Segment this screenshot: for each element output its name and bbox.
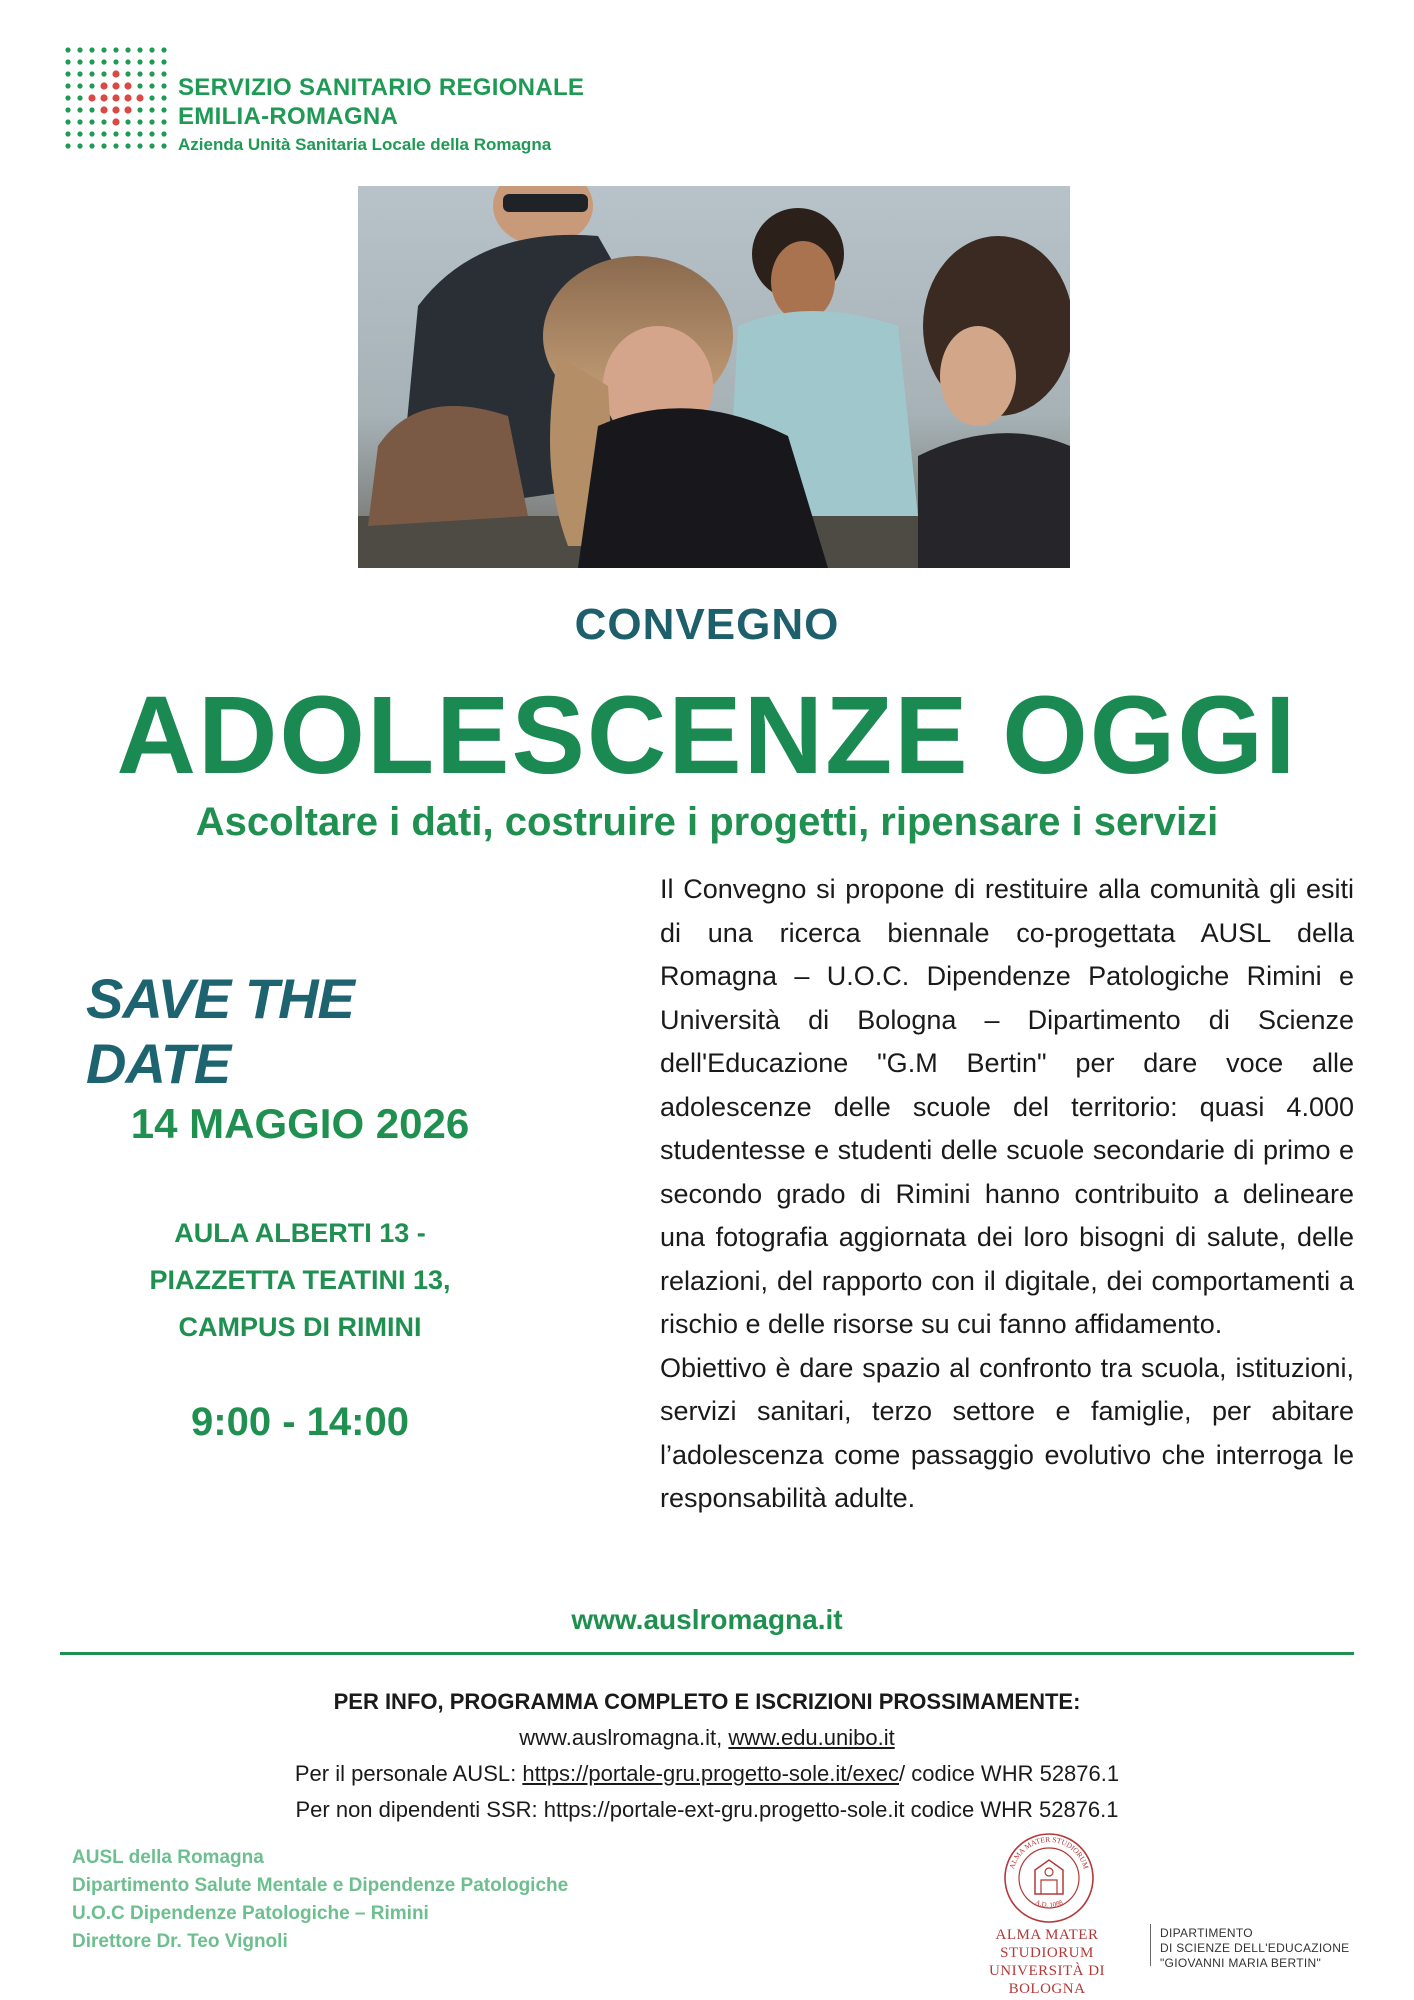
- unibo-separator: [1150, 1924, 1151, 1966]
- logo-dot: [77, 107, 82, 112]
- logo-dot: [113, 143, 118, 148]
- event-date: 14 MAGGIO 2026: [130, 1100, 470, 1147]
- logo-dot: [77, 95, 82, 100]
- event-description: [660, 868, 1354, 1521]
- logo-dot: [112, 82, 119, 89]
- logo-dot: [149, 83, 154, 88]
- logo-dot: [149, 131, 154, 136]
- logo-dot: [65, 95, 70, 100]
- venue-line-1: AULA ALBERTI 13 -: [174, 1218, 426, 1248]
- logo-dot: [101, 71, 106, 76]
- logo-dot: [125, 143, 130, 148]
- logo-dot: [161, 95, 166, 100]
- logo-dot: [101, 59, 106, 64]
- ausl-code: / codice WHR 52876.1: [899, 1761, 1120, 1786]
- info-sites: [0, 1720, 1414, 1756]
- logo-dot: [161, 71, 166, 76]
- ssr-logo-dots: [62, 44, 170, 157]
- logo-dot: [112, 106, 119, 113]
- logo-dot: [77, 47, 82, 52]
- logo-dot: [125, 119, 130, 124]
- logo-dot: [77, 119, 82, 124]
- logo-dot: [149, 59, 154, 64]
- logo-dot: [89, 59, 94, 64]
- event-venue: [70, 1210, 530, 1351]
- logo-dot: [137, 131, 142, 136]
- logo-dot: [113, 59, 118, 64]
- info-ausl-registration: [0, 1756, 1414, 1792]
- logo-dot: [77, 83, 82, 88]
- org-line-1: SERVIZIO SANITARIO REGIONALE: [178, 74, 585, 101]
- save-the-date: SAVE THE DATE: [86, 967, 354, 1095]
- logo-dot: [65, 131, 70, 136]
- event-title: ADOLESCENZE OGGI: [116, 674, 1298, 797]
- logo-dot: [125, 131, 130, 136]
- logo-dot: [113, 131, 118, 136]
- logo-dot: [77, 71, 82, 76]
- logo-dot: [137, 143, 142, 148]
- unibo-name-line-2: UNIVERSITÀ DI BOLOGNA: [988, 1963, 1106, 1997]
- logo-dot: [137, 119, 142, 124]
- logo-dot: [161, 131, 166, 136]
- logo-dot: [124, 82, 131, 89]
- site-link-unibo[interactable]: www.edu.unibo.it: [728, 1725, 895, 1750]
- logo-dot: [101, 119, 106, 124]
- dept-line-1: DIPARTIMENTO: [1160, 1926, 1253, 1940]
- logo-dot: [89, 47, 94, 52]
- logo-dot: [112, 118, 119, 125]
- department-name: [1160, 1926, 1349, 1971]
- logo-dot: [77, 143, 82, 148]
- info-external-registration: [0, 1792, 1414, 1828]
- logo-dot: [65, 143, 70, 148]
- site-separator: ,: [716, 1725, 729, 1750]
- ausl-registration-link[interactable]: https://portale-gru.progetto-sole.it/exec: [522, 1761, 899, 1786]
- logo-dot: [65, 59, 70, 64]
- logo-dot: [89, 71, 94, 76]
- logo-dot: [149, 107, 154, 112]
- logo-dot: [161, 143, 166, 148]
- logo-dot: [124, 94, 131, 101]
- logo-dot: [65, 119, 70, 124]
- dept-line-2: DI SCIENZE DELL'EDUCAZIONE: [1160, 1941, 1350, 1955]
- seal-top-text: ALMA MATER STUDIORUM: [1007, 1834, 1091, 1871]
- logo-dot: [89, 83, 94, 88]
- event-kicker: CONVEGNO: [574, 600, 840, 649]
- footer-line-3: U.O.C Dipendenze Patologiche – Rimini: [72, 1903, 429, 1924]
- logo-dot: [125, 59, 130, 64]
- logo-dot: [137, 59, 142, 64]
- logo-dot: [65, 107, 70, 112]
- logo-dot: [89, 131, 94, 136]
- description-paragraph-1: Il Convegno si propone di restituire alla comunità gli esiti di una ricerca biennale co-progettata AUSL della Romagna – U.O.C. Dipendenze Patologiche Rimini e Università di Bologna – Dipartimento di Scienze dell'Educazione "G.M Bertin" per dare voce alle adolescenze delle scuole del territorio: quasi 4.000 studentesse e studenti delle scuole secondarie di primo e secondo grado di Rimini hanno contribuito a delineare una fotografia aggiornata dei loro bisogni di salute, delle relazioni, del rapporto con il digitale, dei comportamenti a rischio e delle risorse su cui fanno affidamento.: [660, 874, 1354, 1339]
- logo-dot: [101, 131, 106, 136]
- external-label: Per non dipendenti SSR:: [295, 1797, 544, 1822]
- logo-dot: [125, 47, 130, 52]
- logo-dot: [65, 71, 70, 76]
- venue-line-3: CAMPUS DI RIMINI: [178, 1312, 422, 1342]
- logo-dot: [77, 59, 82, 64]
- logo-dot: [161, 107, 166, 112]
- logo-dot: [137, 107, 142, 112]
- logo-dot: [112, 70, 119, 77]
- logo-dot: [124, 106, 131, 113]
- logo-dot: [125, 71, 130, 76]
- logo-dot: [100, 94, 107, 101]
- website-link[interactable]: www.auslromagna.it: [571, 1604, 843, 1635]
- event-time: 9:00 - 14:00: [191, 1400, 409, 1444]
- logo-dot: [149, 143, 154, 148]
- site-link-ausl[interactable]: www.auslromagna.it: [519, 1725, 717, 1750]
- logo-dot: [100, 106, 107, 113]
- footer-line-1: AUSL della Romagna: [72, 1847, 264, 1868]
- logo-dot: [161, 83, 166, 88]
- hero-photo: [358, 186, 1070, 568]
- logo-dot: [137, 71, 142, 76]
- logo-dot: [89, 119, 94, 124]
- unibo-name-line-1: ALMA MATER STUDIORUM: [995, 1927, 1099, 1961]
- divider: [60, 1652, 1354, 1655]
- logo-dot: [77, 131, 82, 136]
- logo-dot: [161, 119, 166, 124]
- ausl-label: Per il personale AUSL:: [294, 1761, 523, 1786]
- logo-dot: [137, 83, 142, 88]
- external-code: codice WHR 52876.1: [904, 1797, 1119, 1822]
- event-subtitle: Ascoltare i dati, costruire i progetti, ripensare i servizi: [195, 800, 1219, 844]
- logo-dot: [65, 47, 70, 52]
- logo-dot: [149, 47, 154, 52]
- organization-name: [178, 74, 584, 155]
- logo-dot: [112, 94, 119, 101]
- footer-organization: [72, 1844, 568, 1956]
- logo-dot: [113, 47, 118, 52]
- logo-dot: [137, 47, 142, 52]
- logo-dot: [136, 94, 143, 101]
- info-heading: PER INFO, PROGRAMMA COMPLETO E ISCRIZIONI PROSSIMAMENTE:: [333, 1689, 1081, 1714]
- logo-dot: [149, 71, 154, 76]
- logo-dot: [101, 143, 106, 148]
- logo-dot: [149, 119, 154, 124]
- logo-dot: [101, 47, 106, 52]
- footer-line-2: Dipartimento Salute Mentale e Dipendenze Patologiche: [72, 1875, 569, 1896]
- logo-dot: [65, 83, 70, 88]
- info-block: [0, 1684, 1414, 1828]
- org-line-3: Azienda Unità Sanitaria Locale della Romagna: [178, 134, 552, 154]
- org-line-2: EMILIA-ROMAGNA: [178, 102, 399, 130]
- logo-dot: [100, 82, 107, 89]
- seal-bottom-text: A.D. 1088: [1034, 1898, 1064, 1910]
- unibo-seal-logo: [1003, 1832, 1095, 1929]
- logo-dot: [161, 59, 166, 64]
- dept-line-3: "GIOVANNI MARIA BERTIN": [1160, 1956, 1322, 1970]
- logo-dot: [161, 47, 166, 52]
- logo-dot: [149, 95, 154, 100]
- logo-dot: [89, 143, 94, 148]
- logo-dot: [89, 107, 94, 112]
- footer-line-4: Direttore Dr. Teo Vignoli: [72, 1931, 288, 1952]
- external-registration-link[interactable]: https://portale-ext-gru.progetto-sole.it: [543, 1797, 905, 1822]
- venue-line-2: PIAZZETTA TEATINI 13,: [149, 1265, 451, 1295]
- description-paragraph-2: Obiettivo è dare spazio al confronto tra scuola, istituzioni, servizi sanitari, terzo settore e famiglie, per abitare l’adolescenza come passaggio evolutivo che interroga le responsabilità adulte.: [660, 1352, 1354, 1513]
- unibo-name: [952, 1926, 1142, 1998]
- logo-dot: [88, 94, 95, 101]
